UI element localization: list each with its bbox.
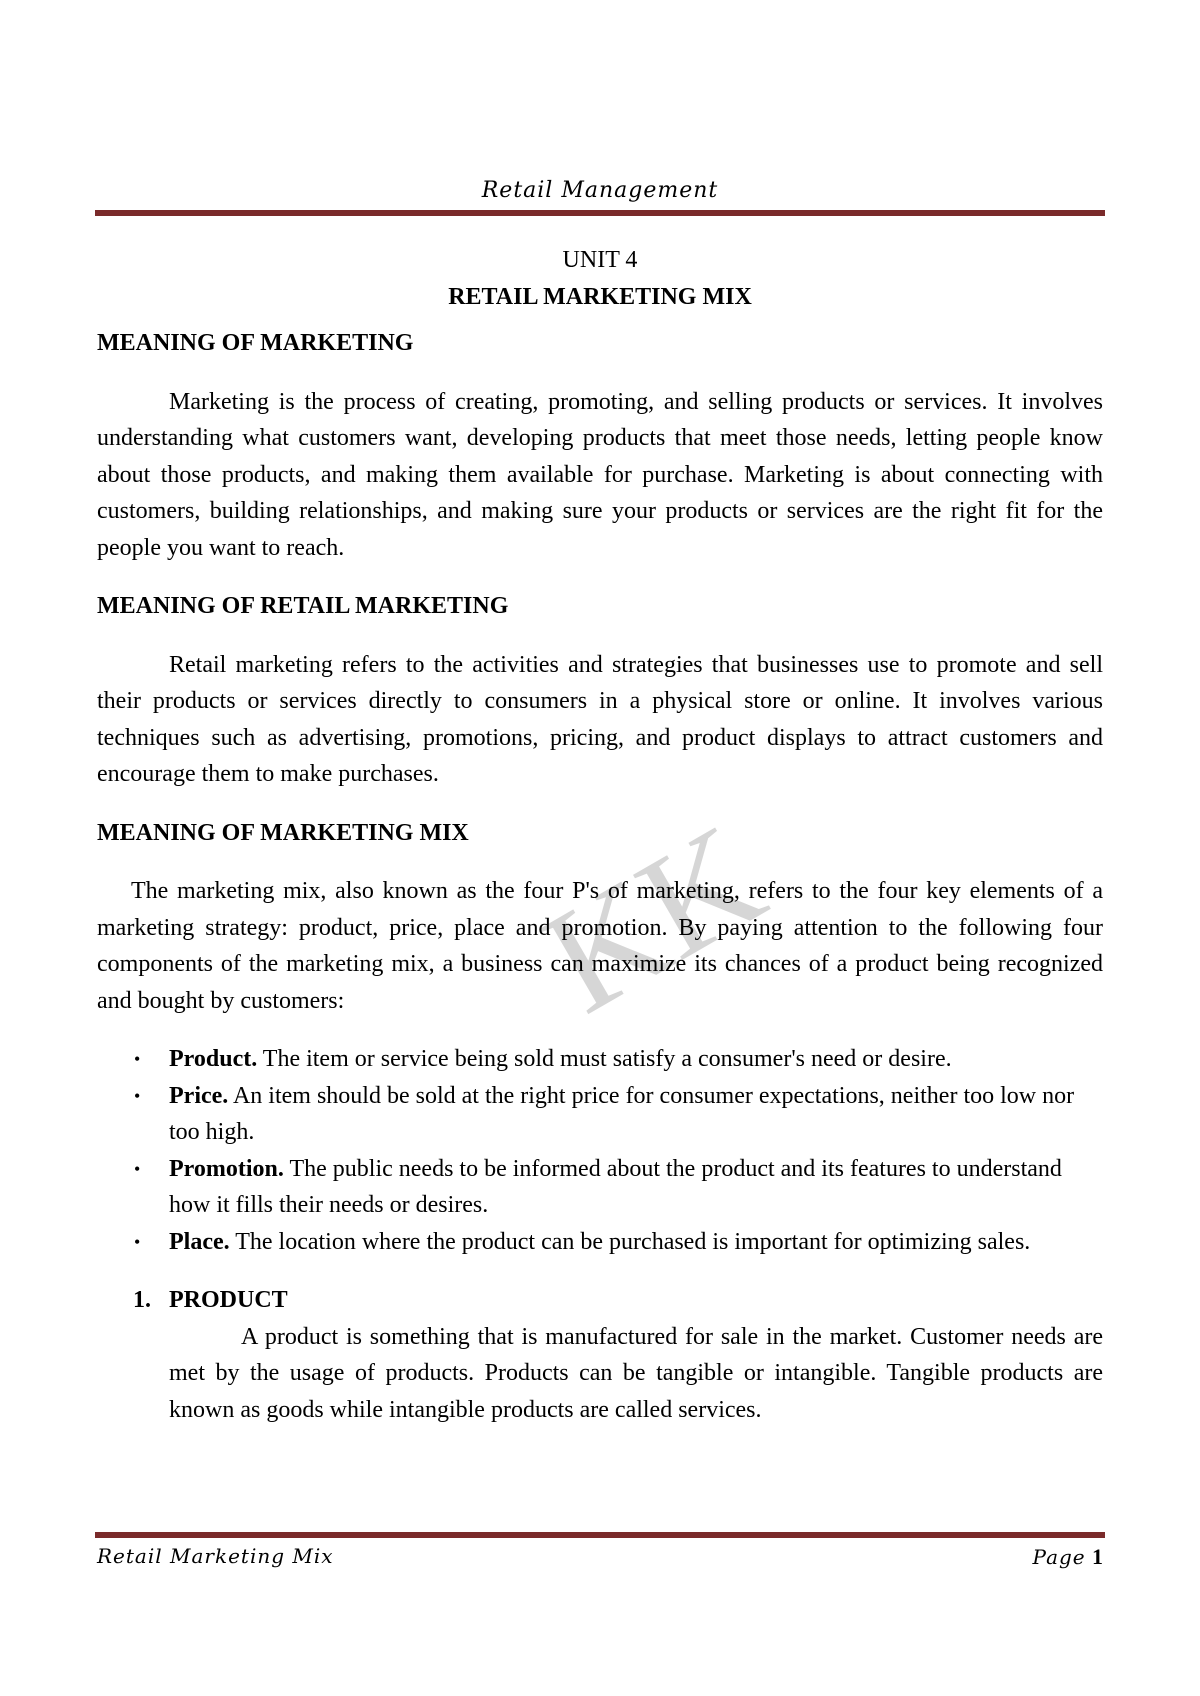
document-body [97,242,1103,1428]
bullet-term: Place. [169,1228,230,1255]
page-label: Page [1032,1545,1086,1569]
bullet-term: Promotion. [169,1155,284,1182]
bullet-term: Product. [169,1046,258,1072]
four-ps-list [97,1041,1103,1260]
page-number-value: 1 [1092,1544,1103,1569]
footer-rule [95,1532,1105,1538]
header-rule [95,210,1105,216]
numbered-section-product [97,1282,1103,1428]
bullet-text: The item or service being sold must satisfy a consumer's need or desire. [257,1046,952,1072]
paragraph-marketing: Marketing is the process of creating, promoting, and selling products or services. It involves understanding what customers want, developing products that meet those needs, letting people know about those products, and making them available for purchase. Marketing is about connecting with customers, building relationships, and making sure your products or services are the right fit for the people you want to reach. [97,388,1103,561]
bullet-text: An item should be sold at the right price for consumer expectations, neither too low nor too high. [169,1082,1075,1145]
bullet-icon: • [134,1231,141,1252]
bullet-term: Price. [169,1082,229,1109]
section-number: 1. [133,1287,151,1313]
list-item [134,1224,1103,1261]
paragraph-marketing-mix: The marketing mix, also known as the four P's of marketing, refers to the four key elements of a marketing strategy: product, price, place and promotion. By paying attention to the following four components of the marketing mix, a business can maximize its chances of a product being recognized and bought by customers: [97,878,1103,1014]
section-heading-marketing: MEANING OF MARKETING [97,330,414,356]
bullet-icon: • [134,1085,141,1106]
unit-number: UNIT 4 [562,247,638,273]
footer-chapter-title: Retail Marketing Mix [97,1544,334,1568]
unit-title: RETAIL MARKETING MIX [448,283,752,310]
page-number [1033,1544,1103,1570]
list-item [134,1041,1103,1078]
section-heading-product: PRODUCT [169,1287,288,1313]
watermark-text: KK [518,792,789,1045]
paragraph-product: A product is something that is manufactured for sale in the market. Customer needs are met by the usage of products. Products can be tangible or intangible. Tangible products are known as goods while intangible products are called services. [169,1323,1103,1423]
bullet-icon: • [134,1158,141,1179]
bullet-icon: • [134,1049,141,1069]
section-heading-retail-marketing: MEANING OF RETAIL MARKETING [97,593,509,619]
bullet-text: The public needs to be informed about the product and its features to understand how it fills their needs or desires. [169,1155,1062,1218]
list-item [134,1078,1103,1151]
list-item [134,1151,1103,1224]
bullet-text: The location where the product can be purchased is important for optimizing sales. [229,1228,1031,1255]
section-heading-marketing-mix: MEANING OF MARKETING MIX [97,819,469,846]
page-header-title: Retail Management [481,178,719,203]
paragraph-retail-marketing: Retail marketing refers to the activities and strategies that businesses use to promote and sell their products or services directly to consumers in a physical store or online. It involves various techniques such as advertising, promotions, pricing, and product displays to attract customers and encourage them to make purchases. [97,651,1103,787]
